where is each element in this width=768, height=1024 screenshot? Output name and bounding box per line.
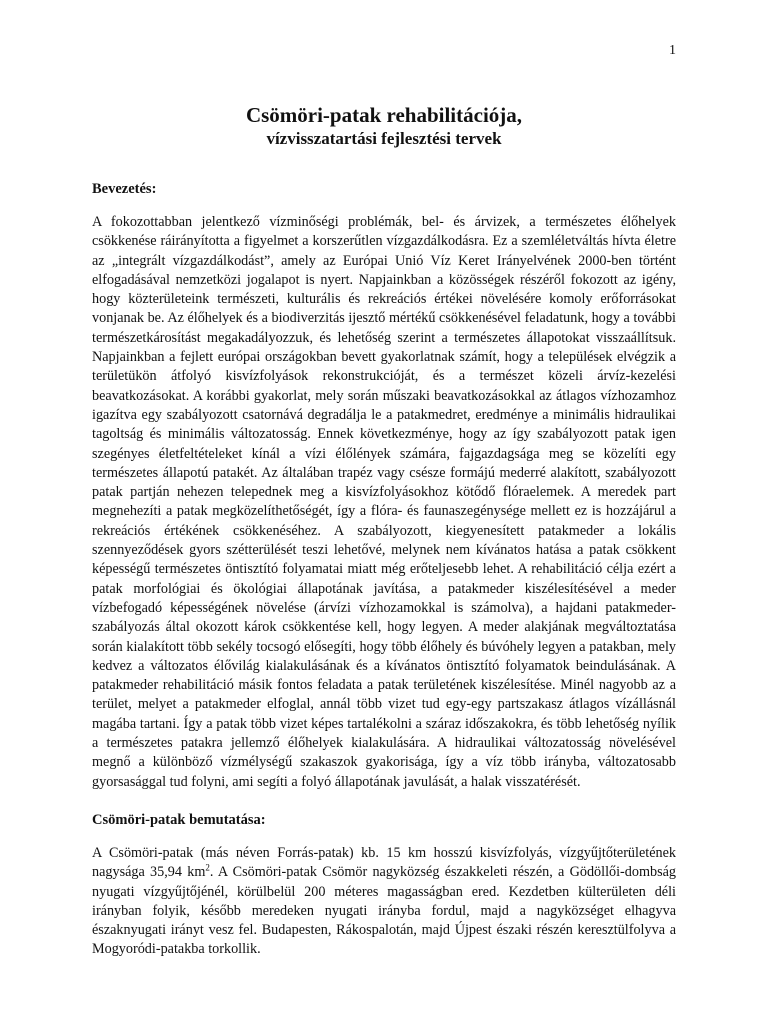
- superscript: 2: [205, 862, 210, 873]
- title-block: [0, 103, 768, 150]
- document-subtitle: vízvisszatartási fejlesztési tervek: [266, 129, 502, 148]
- paragraph-text-part: . A Csömöri-patak Csömör nagyközség északkeleti részén, a Gödöllői-dombság nyugati vízgyűjtőjénél, körülbelül 200 méteres magasságban ered. Kezdetben külterületen déli irányban folyik, később meredeken nyugati irányba fordul, majd a nagyközséget elhagyva északnyugati irányt vesz fel. Budapesten, Rákospalotán, majd Újpest északi részén keresztülfolyva a Mogyoródi-patakba torkollik.: [92, 864, 677, 958]
- page-number: 1: [669, 43, 676, 58]
- section-stream-description: [92, 811, 676, 960]
- document-body: [92, 180, 676, 960]
- paragraph-text-part: A Csömöri-patak (más néven Forrás-patak) kb. 15 km hosszú kisvízfolyás, vízgyűjtőterületének nagysága 35,94 km: [92, 844, 676, 881]
- section-heading: Bevezetés:: [92, 181, 157, 197]
- section-introduction: [92, 180, 676, 792]
- document-title: Csömöri-patak rehabilitációja,: [245, 103, 523, 127]
- section-paragraph: A fokozottabban jelentkező vízminőségi problémák, bel- és árvizek, a természetes élőhelyek csökkenése ráirányította a figyelmet a korszerűtlen vízgazdálkodásra. Ez a szemléletváltás hívta életre az „integrált vízgazdálkodást”, amely az Európai Unió Víz Keret Irányelvének 2000-ben történt elfogadásával nemzetközi jogalapot is nyert. Napjainkban a közösségek részéről fokozott az igény, hogy közterületeink természeti, kulturális és rekreációs értékei növelésére komoly erőforrásokat vonjanak be. Az élőhelyek és a biodiverzitás ijesztő mértékű csökkenésével feladatunk, hogy a további természetkárosítást megakadályozzuk, és lehetőség szerint a természetes állapotokat visszaállítsuk. Napjainkban a fejlett európai országokban bevett gyakorlatnak számít, hogy a települések elvégzik a területükön átfolyó kisvízfolyások rekonstrukcióját, és a természet közeli árvíz-kezelési beavatkozásokat. A korábbi gyakorlat, mely során műszaki beavatkozásokkal az átlagos vízhozamhoz igazítva egy szabályozott csatornává degradálja le a patakmedret, eredménye a minimális hidraulikai tagoltság és minimális változatosság. Ennek következménye, hogy az így szabályozott patak igen szegényes életfeltételeket kínál a vízi élőlények számára, fajgazdagsága meg se közelíti egy természetes állapotú patakét. Az általában trapéz vagy csésze formájú mederré alakított, szabályozott patak partján nehezen telepednek meg a kisvízfolyásokhoz kötődő flóraelemek. A meredek part megnehezíti a patak megközelíthetőségét, így a flóra- és faunaszegénysége mellett ez is hozzájárul a rekreációs értékének csökkenéséhez. A szabályozott, kiegyenesített patakmeder a lokális szennyeződések gyors szétterülését teszi lehetővé, melynek nem kívánatos hatása a patak csökkent képességű természetes öntisztító folyamatai miatt még erőteljesebb lehet. A rehabilitáció célja ezért a patak morfológiai és ökológiai állapotának javítása, a patakmeder kiszélesítésével a meder vízbefogadó képességének növelése (árvízi vízhozamokkal is számolva), a hajdani patakmeder-szabályozás által okozott károk csökkentése kell, hogy legyen. A meder alakjának megváltoztatása során kialakított több sekély tocsogó elősegíti, hogy több élőhely és búvóhely legyen a patakban, mely kedvez a változatos élővilág kialakulásának és a kívánatos öntisztító folyamatok beindulásának. A patakmeder rehabilitáció másik fontos feladata a patak területének kiszélesítése. Minél nagyobb az a terület, melyet a patakmeder elfoglal, annál több vizet tud egy-egy partszakasz átlagos vízállásnál magába tartani. Így a patak több vizet képes tartalékolni a száraz időszakokra, és több lehetőség nyílik a természetes patakra jellemző élőhelyek kialakulására. A hidraulikai változatosság növelésével megnő a különböző vízmélységű szakaszok gyakorisága, így a víz több irányba, változatosabb gyorsasággal tud folyni, ami segíti a folyó állapotának javulását, a halak visszatérését.: [92, 214, 676, 790]
- section-heading: Csömöri-patak bemutatása:: [92, 811, 266, 828]
- section-paragraph: [92, 844, 676, 960]
